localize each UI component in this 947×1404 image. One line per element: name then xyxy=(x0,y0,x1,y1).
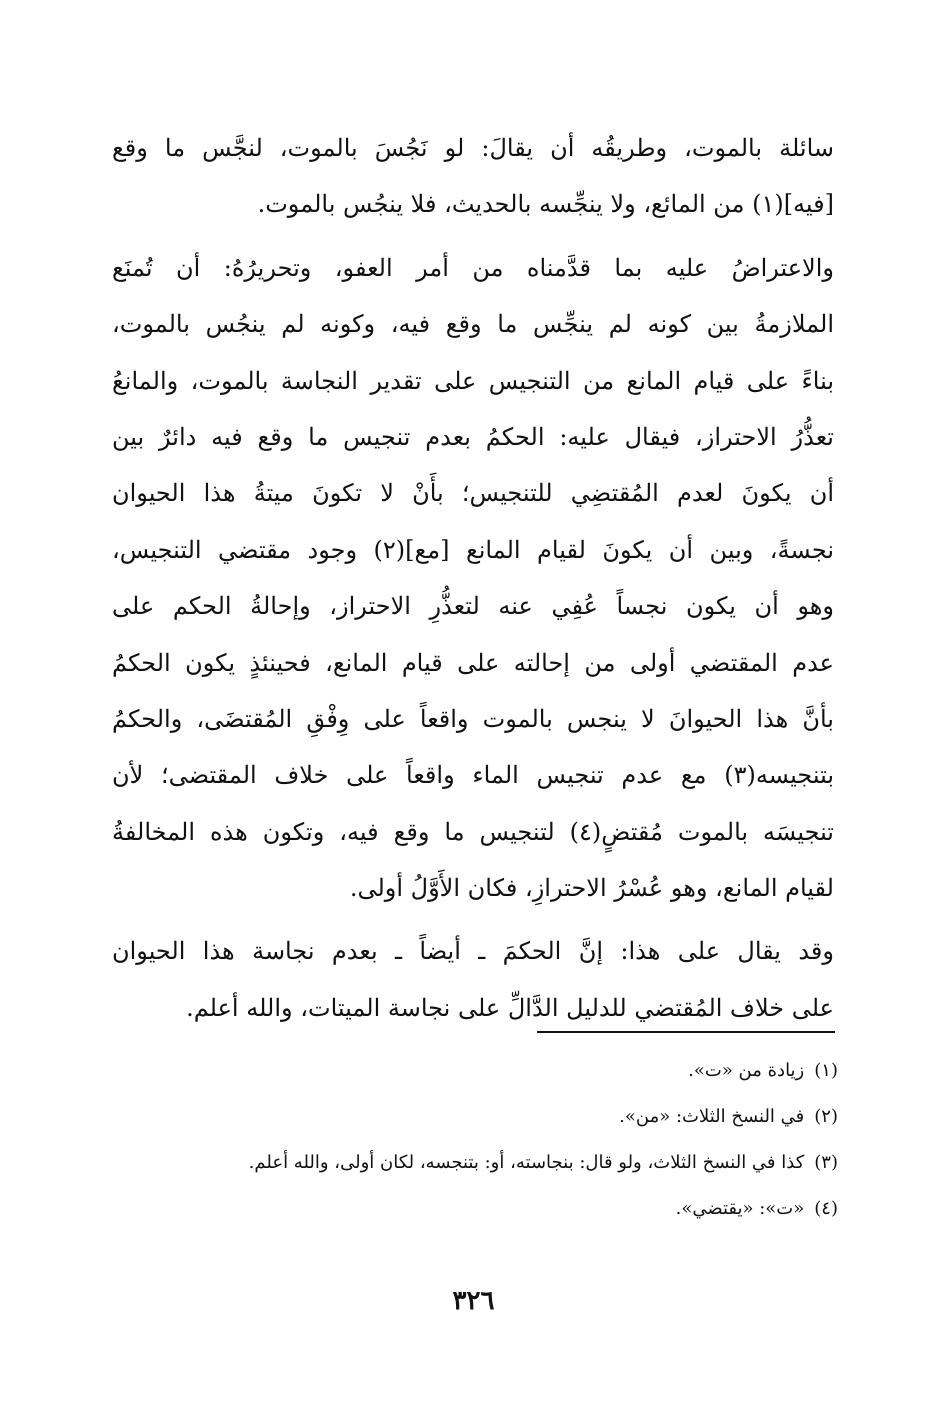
main-text xyxy=(112,120,834,1036)
text-line: [فيه](١) من المائع، ولا ينجِّسه بالحديث، فلا ينجُس بالموت. xyxy=(257,190,834,219)
text-line: وهو أن يكون نجساً عُفِي عنه لتعذُّرِ الاحتراز، وإحالةُ الحكم على xyxy=(112,592,834,621)
footnote-text: زيادة من «ت». xyxy=(688,1060,805,1081)
text-line: بأنَّ هذا الحيوانَ لا ينجس بالموت واقعاً على وِفْقِ المُقتضَى، والحكمُ xyxy=(112,704,834,733)
text-line: أن يكونَ لعدم المُقتضِي للتنجيس؛ بأَنْ لا تكونَ ميتةُ هذا الحيوان xyxy=(112,479,834,508)
text-line: سائلة بالموت، وطريقُه أن يقالَ: لو نَجُسَ بالموت، لنجَّس ما وقع xyxy=(112,134,834,162)
text-line: نجسةً، وبين أن يكونَ لقيام المانع [مع](٢) وجود مقتضي التنجيس، xyxy=(112,535,834,564)
text-line: تعذُّرُ الاحتراز، فيقال عليه: الحكمُ بعدم تنجيس ما وقع فيه دائرٌ بين xyxy=(112,422,834,451)
text-line: بتنجيسه(٣) مع عدم تنجيس الماء واقعاً على خلاف المقتضى؛ لأن xyxy=(112,761,834,790)
text-line: لقيام المانع، وهو عُسْرُ الاحترازِ، فكان الأَوَّلُ أولى. xyxy=(349,874,834,903)
page-number: ٣٢٦ xyxy=(452,1286,495,1316)
footnote xyxy=(150,1094,838,1140)
text-line: تنجيسَه بالموت مُقتضٍ(٤) لتنجيس ما وقع فيه، وتكون هذه المخالفةُ xyxy=(112,817,834,846)
footnote xyxy=(150,1186,838,1232)
footnote xyxy=(150,1140,838,1186)
footnote-number: (٤) xyxy=(814,1198,838,1219)
text-line: على خلاف المُقتضي للدليل الدَّالِّ على نجاسة الميتات، والله أعلم. xyxy=(186,993,834,1022)
footnote-number: (١) xyxy=(814,1060,838,1081)
footnote-number: (٢) xyxy=(814,1106,838,1127)
footnote-divider xyxy=(537,1031,835,1033)
text-line: وقد يقال على هذا: إنَّ الحكمَ ـ أيضاً ـ بعدم نجاسة هذا الحيوان xyxy=(112,937,834,966)
footnote-text: كذا في النسخ الثلاث، ولو قال: بنجاسته، أو: بتنجسه، لكان أولى، والله أعلم. xyxy=(248,1152,805,1173)
text-line: والاعتراضُ عليه بما قدَّمناه من أمر العفو، وتحريرُهُ: أن تُمنَع xyxy=(112,253,834,282)
text-line: بناءً على قيام المانع من التنجيس على تقدير النجاسة بالموت، والمانعُ xyxy=(112,366,834,395)
text-line: عدم المقتضي أولى من إحالته على قيام المانع، فحينئذٍ يكون الحكمُ xyxy=(112,648,834,677)
footnote-text: في النسخ الثلاث: «من». xyxy=(619,1106,805,1127)
footnotes xyxy=(150,1048,838,1232)
text-line: الملازمةُ بين كونه لم ينجِّس ما وقع فيه، وكونه لم ينجُس بالموت، xyxy=(112,310,834,339)
footnote-text: «ت»: «يقتضي». xyxy=(675,1198,805,1219)
footnote xyxy=(150,1048,838,1094)
footnote-number: (٣) xyxy=(814,1152,838,1173)
